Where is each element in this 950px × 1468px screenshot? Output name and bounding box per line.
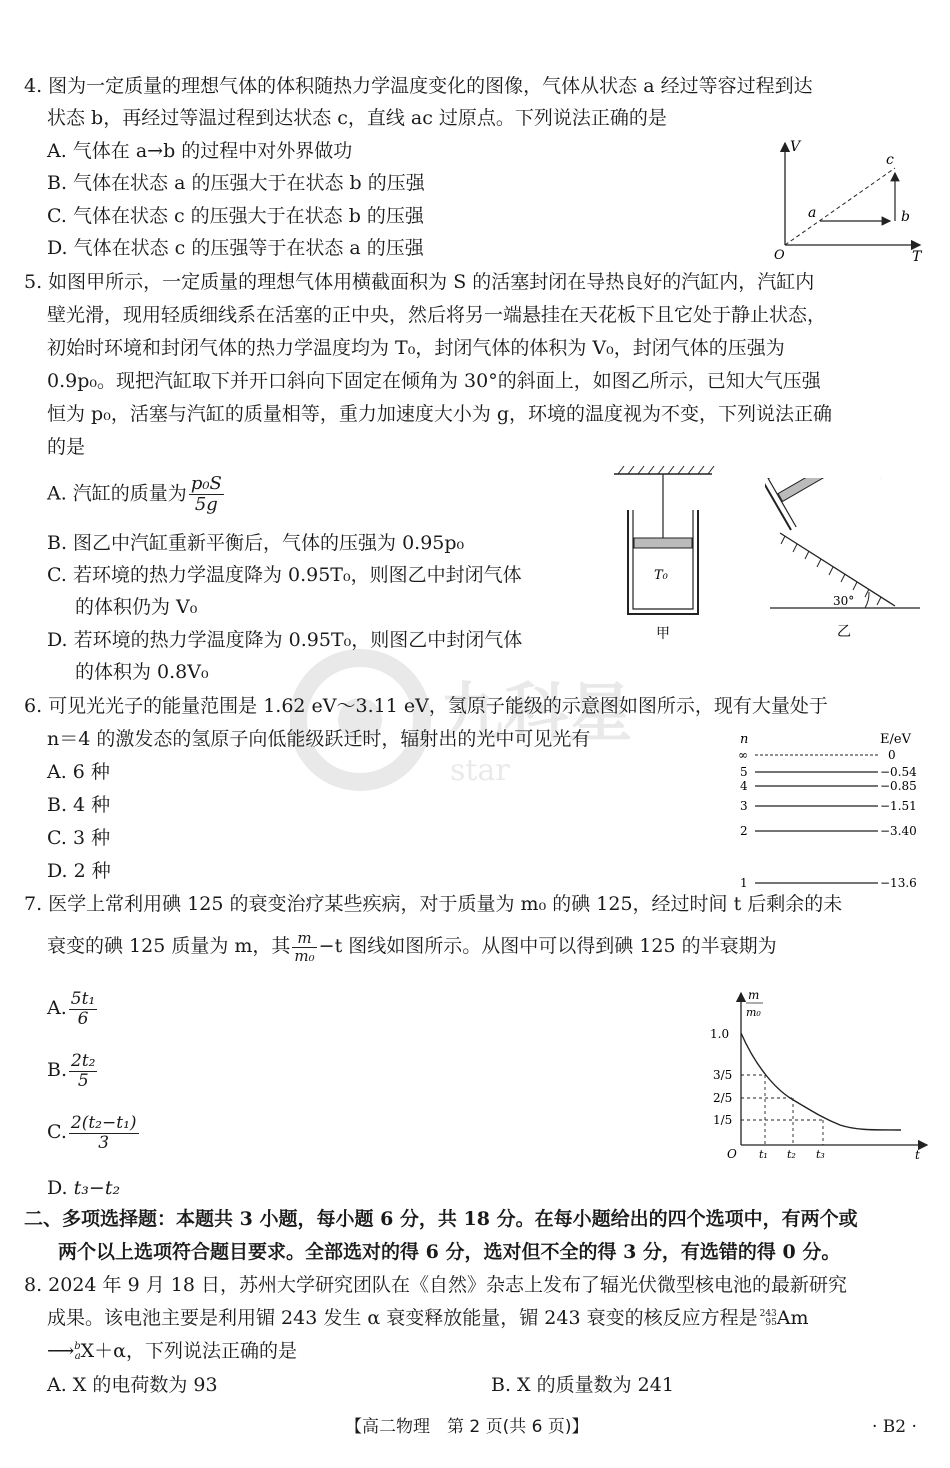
svg-text:m₀: m₀ (746, 1006, 761, 1019)
svg-text:1.0: 1.0 (710, 1027, 730, 1041)
svg-text:O: O (727, 1147, 737, 1161)
svg-text:n: n (740, 732, 749, 747)
q4-option-b: B. 气体在状态 a 的压强大于在状态 b 的压强 (47, 172, 425, 194)
page-code: · B2 · (872, 1417, 917, 1437)
svg-text:T₀: T₀ (654, 568, 668, 583)
svg-text:5: 5 (740, 765, 748, 779)
svg-text:2/5: 2/5 (713, 1091, 733, 1105)
q5-option-d-line2: 的体积为 0.8V₀ (75, 661, 209, 683)
q5-figure-yi (765, 478, 925, 643)
svg-text:30°: 30° (833, 594, 855, 608)
svg-text:∞: ∞ (738, 748, 748, 762)
q5-option-a: A. 汽缸的质量为 $\frac{\text{p₀S}}{5g}$ (47, 473, 222, 515)
q4-stem-line1: 4. 图为一定质量的理想气体的体积随热力学温度变化的图像，气体从状态 a 经过等容过程到达 (24, 75, 813, 97)
svg-text:−1.51: −1.51 (880, 799, 917, 813)
q4-option-a: A. 气体在 a→b 的过程中对外界做功 (47, 140, 353, 162)
svg-text:九科星: 九科星 (440, 676, 632, 751)
q8-stem-line1: 8. 2024 年 9 月 18 日，苏州大学研究团队在《自然》杂志上发布了辐光伏微型核电池的最新研究 (24, 1274, 847, 1296)
svg-text:star: star (450, 753, 510, 788)
svg-text:3/5: 3/5 (713, 1068, 733, 1082)
svg-text:−0.54: −0.54 (880, 765, 917, 779)
section-2-line2: 两个以上选项符合题目要求。全部选对的得 6 分，选对但不全的得 3 分，有选错的得 0 分。 (58, 1241, 841, 1263)
q4-option-d: D. 气体在状态 c 的压强等于在状态 a 的压强 (47, 237, 424, 259)
section-2-line1: 二、多项选择题：本题共 3 小题，每小题 6 分，共 18 分。在每小题给出的四个选项中，有两个或 (24, 1208, 858, 1230)
q6-stem-line1: 6. 可见光光子的能量范围是 1.62 eV～3.11 eV，氢原子能级的示意图如图所示，现有大量处于 (24, 695, 828, 717)
svg-text:0: 0 (888, 748, 896, 762)
svg-text:t₁: t₁ (759, 1148, 768, 1161)
svg-text:1: 1 (740, 876, 748, 890)
svg-text:3: 3 (740, 799, 748, 813)
q5-figure-jia (608, 462, 718, 642)
svg-text:1/5: 1/5 (713, 1113, 733, 1127)
q4-stem-line2: 状态 b，再经过等温过程到达状态 c，直线 ac 过原点。下列说法正确的是 (47, 107, 667, 129)
svg-text:2: 2 (740, 824, 748, 838)
q6-option-c: C. 3 种 (47, 827, 111, 849)
q4-vt-graph (760, 135, 930, 265)
svg-text:c: c (886, 152, 894, 168)
q7-option-a: A. $\frac{\text{5t₁}}{6}$ (47, 989, 96, 1029)
q8-option-b: B. X 的质量数为 241 (491, 1374, 674, 1396)
svg-text:−3.40: −3.40 (880, 824, 917, 838)
svg-text:O: O (774, 248, 785, 263)
q7-option-b: B. $\frac{\text{2t₂}}{5}$ (47, 1051, 96, 1091)
q5-stem-line2: 壁光滑，现用轻质细线系在活塞的正中央，然后将另一端悬挂在天花板下且它处于静止状态， (47, 304, 827, 326)
q8-stem-line3: ⟶ b a X＋α，下列说法正确的是 (47, 1340, 298, 1362)
q4-option-c: C. 气体在状态 c 的压强大于在状态 b 的压强 (47, 205, 424, 227)
svg-text:乙: 乙 (837, 624, 851, 640)
svg-text:T: T (912, 249, 922, 265)
svg-text:t₃: t₃ (816, 1148, 825, 1161)
svg-text:m: m (748, 988, 760, 1002)
q6-energy-level-diagram (730, 728, 930, 893)
svg-text:t: t (915, 1148, 920, 1162)
svg-text:b: b (901, 209, 910, 225)
svg-text:E/eV: E/eV (880, 732, 911, 747)
svg-text:V: V (790, 139, 801, 155)
q6-option-a: A. 6 种 (47, 761, 110, 783)
q7-stem-line1: 7. 医学上常利用碘 125 的衰变治疗某些疾病，对于质量为 m₀ 的碘 125，经过时间 t 后剩余的未 (24, 893, 843, 915)
q5-stem-line1: 5. 如图甲所示，一定质量的理想气体用横截面积为 S 的活塞封闭在导热良好的汽缸内，汽缸内 (24, 271, 815, 293)
svg-text:−13.6: −13.6 (880, 876, 917, 890)
svg-text:t₂: t₂ (787, 1148, 796, 1161)
svg-text:甲: 甲 (656, 626, 670, 642)
q6-option-d: D. 2 种 (47, 860, 111, 882)
svg-text:−0.85: −0.85 (880, 779, 917, 793)
q5-stem-line4: 0.9p₀。现把汽缸取下并开口斜向下固定在倾角为 30°的斜面上，如图乙所示，已知大气压强 (47, 370, 821, 392)
q7-stem-line2: 衰变的碘 125 质量为 m，其 $\frac{m}{\text{m₀}}$ −t 图线如图所示。从图中可以得到碘 125 的半衰期为 (47, 929, 777, 965)
q5-stem-line6: 的是 (47, 436, 86, 458)
q6-option-b: B. 4 种 (47, 794, 111, 816)
svg-text:4: 4 (740, 779, 748, 793)
q5-stem-line5: 恒为 p₀，活塞与汽缸的质量相等，重力加速度大小为 g，环境的温度视为不变，下列说法正确 (47, 403, 833, 425)
q5-stem-line3: 初始时环境和封闭气体的热力学温度均为 T₀，封闭气体的体积为 V₀，封闭气体的压强为 (47, 337, 785, 359)
q6-stem-line2: n＝4 的激发态的氢原子向低能级跃迁时，辐射出的光中可见光有 (47, 728, 591, 750)
q5-option-c-line1: C. 若环境的热力学温度降为 0.95T₀，则图乙中封闭气体 (47, 564, 522, 586)
q8-option-a: A. X 的电荷数为 93 (47, 1374, 218, 1396)
page-footer: 【高二物理 第 2 页(共 6 页)】 (345, 1417, 589, 1437)
q8-stem-line2: 成果。该电池主要是利用镅 243 发生 α 衰变释放能量，镅 243 衰变的核反应方程是 243 95 Am (47, 1307, 809, 1329)
q5-option-d-line1: D. 若环境的热力学温度降为 0.95T₀，则图乙中封闭气体 (47, 629, 523, 651)
svg-text:a: a (808, 205, 817, 221)
q7-option-c: C. $\frac{\text{2(t₂−t₁)}}{3}$ (47, 1113, 137, 1153)
watermark-logo (290, 640, 670, 805)
q7-option-d: D. t₃−t₂ (47, 1177, 121, 1199)
q5-option-b: B. 图乙中汽缸重新平衡后，气体的压强为 0.95p₀ (47, 532, 465, 554)
q5-option-c-line2: 的体积仍为 V₀ (75, 596, 198, 618)
q7-decay-graph (705, 985, 935, 1165)
